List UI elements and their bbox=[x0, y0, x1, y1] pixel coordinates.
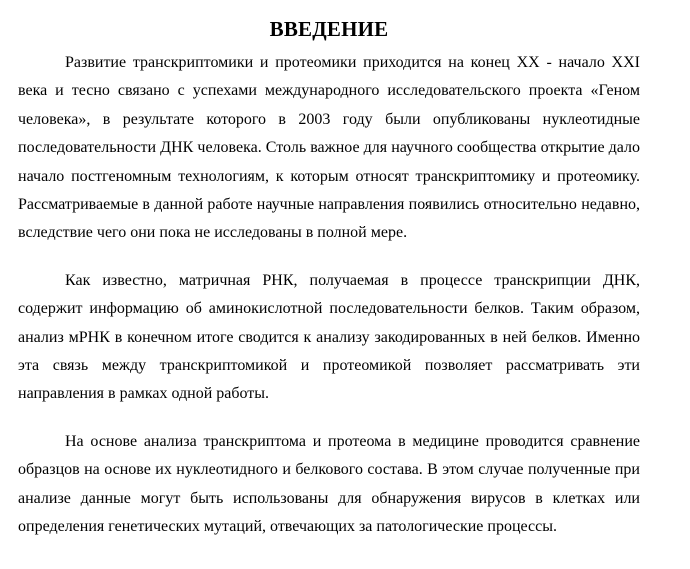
paragraph-1: Развитие транскриптомики и протеомики приходится на конец XX - начало XXI века и тесно связано с успехами международного исследовательского проекта «Геном человека», в результате которого в 2003 году были опубликованы нуклеотидные последовательности ДНК человека. Столь важное для научного сообщества открытие дало начало постгеномным технологиям, к которым относят транскриптомику и протеомику. Рассматриваемые в данной работе научные направления появились относительно недавно, вследствие чего они пока не исследованы в полной мере. bbox=[18, 54, 640, 242]
document-page bbox=[18, 14, 640, 561]
document-title: ВВЕДЕНИЕ bbox=[269, 17, 389, 41]
paragraph-3: На основе анализа транскриптома и протеома в медицине проводится сравнение образцов на основе их нуклеотидного и белкового состава. В этом случае полученные при анализе данные могут быть использованы для обнаружения вирусов в клетках или определения генетических мутаций, отвечающих за патологические процессы. bbox=[18, 432, 640, 536]
paragraph-2: Как известно, матричная РНК, получаемая в процессе транскрипции ДНК, содержит информацию об аминокислотной последовательности белков. Таким образом, анализ мРНК в конечном итоге сводится к анализу закодированных в ней белков. Именно эта связь между транскриптомикой и протеомикой позволяет рассматривать эти направления в рамках одной работы. bbox=[18, 271, 640, 403]
